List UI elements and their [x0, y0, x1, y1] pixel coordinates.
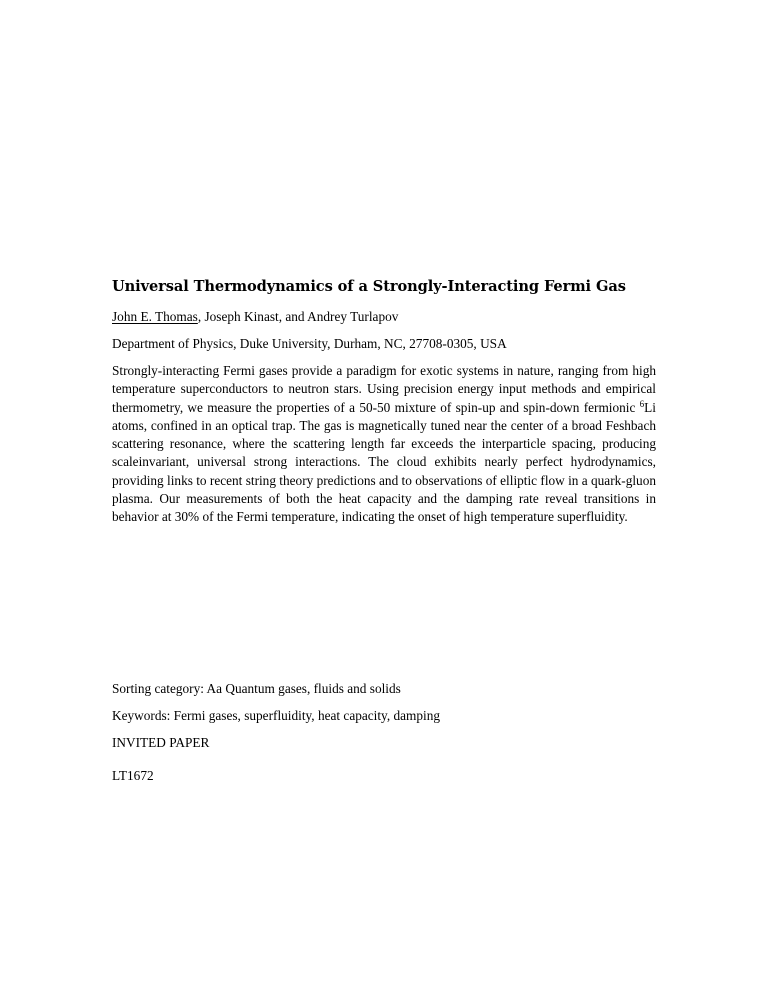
- author-list: [112, 309, 398, 325]
- abstract-text-part1: Strongly-interacting Fermi gases provide a paradigm for exotic systems in nature, ranging from high temperature superconductors to neutron stars. Using precision energy input methods and empirical thermometry, we measure the properties of a 50-50 mixture of spin-up and spin-down fermionic: [112, 363, 656, 415]
- keywords: Keywords: Fermi gases, superfluidity, heat capacity, damping: [112, 708, 441, 723]
- sorting-category: Sorting category: Aa Quantum gases, fluids and solids: [112, 681, 401, 696]
- abstract: [112, 362, 656, 527]
- affiliation: Department of Physics, Duke University, Durham, NC, 27708-0305, USA: [112, 336, 507, 351]
- paper-code: LT1672: [112, 768, 154, 783]
- paper-title: Universal Thermodynamics of a Strongly-Interacting Fermi Gas: [112, 278, 626, 295]
- paper-type: INVITED PAPER: [112, 735, 210, 750]
- presenting-author: John E. Thomas: [112, 309, 198, 324]
- isotope-mass-number: 6: [639, 398, 645, 409]
- isotope-symbol: Li: [644, 399, 656, 415]
- co-authors: , Joseph Kinast, and Andrey Turlapov: [197, 309, 399, 324]
- abstract-text-part2: atoms, confined in an optical trap. The gas is magnetically tuned near the center of a broad Feshbach scattering resonance, where the scattering length far exceeds the interparticle spacing, producing scaleinvariant, universal strong interactions. The cloud exhibits nearly perfect hydrodynamics, providing links to recent string theory predictions and to observations of elliptic flow in a quark-gluon plasma. Our measurements of both the heat capacity and the damping rate reveal transitions in behavior at 30% of the Fermi temperature, indicating the onset of high temperature superfluidity.: [112, 417, 656, 525]
